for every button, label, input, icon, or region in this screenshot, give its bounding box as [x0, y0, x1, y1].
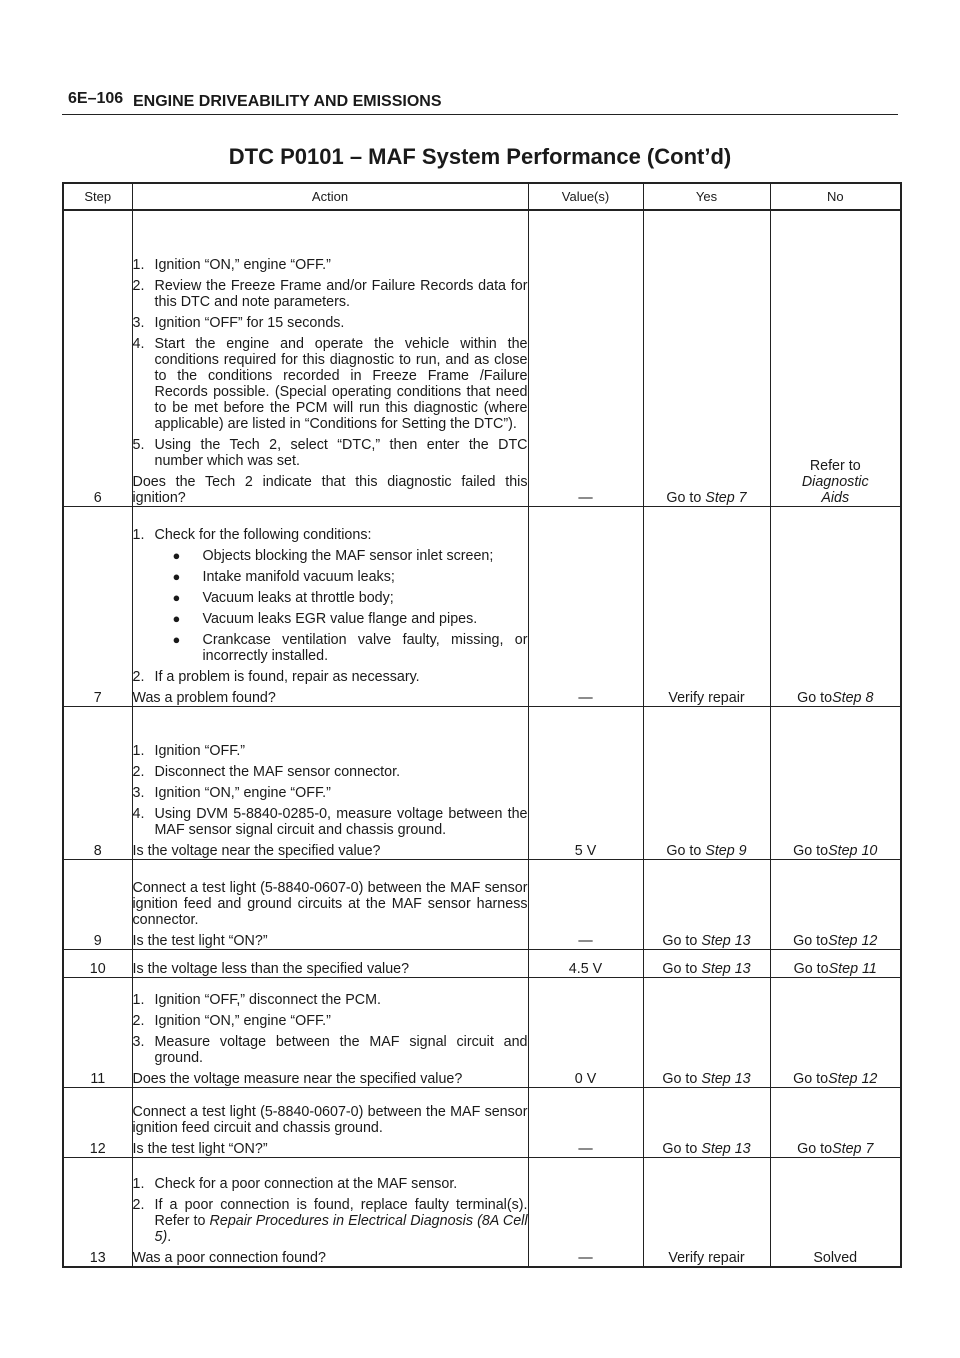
list-item: 4. Start the engine and operate the vehicle within the conditions required for this diagnostic to run, and as close to the conditions recorded in Freeze Frame /Failure Records possible. (Special operating conditions that need to be met before the PCM will run this diagnostic (where applicable) are listed in “Conditions for Setting the DTC”). [132, 335, 528, 432]
no-cell: Go toStep 11 [770, 949, 901, 977]
table-row-step-7 [63, 506, 901, 706]
step-link: Step 9 [705, 842, 747, 859]
list-item: 1. Ignition “OFF,” disconnect the PCM. [132, 991, 381, 1008]
table-row-step-13 [63, 1157, 901, 1267]
list-item: 4. Using DVM 5-8840-0285-0, measure voltage between the MAF sensor signal circuit and chassis ground. [132, 805, 528, 838]
no-cell: Go toStep 12 [770, 859, 901, 949]
col-header-values: Value(s) [528, 183, 643, 210]
yes-cell: Verify repair [643, 506, 770, 706]
question-text: Is the voltage less than the specified value? [132, 960, 410, 977]
step-link: Step 11 [828, 960, 877, 977]
question-text: Was a problem found? [132, 689, 276, 706]
yes-cell: Go to Step 13 [643, 949, 770, 977]
question-text: Is the test light “ON?” [132, 1140, 268, 1157]
step-link: Step 12 [828, 932, 878, 949]
page-title: DTC P0101 – MAF System Performance (Cont’d) [228, 144, 732, 169]
step-number: 7 [63, 506, 132, 706]
action-cell [132, 210, 528, 506]
table-row-step-8 [63, 706, 901, 859]
list-item: 1. Check for a poor connection at the MAF sensor. [132, 1176, 458, 1192]
bullet-item: ● Vacuum leaks at throttle body; [172, 589, 394, 606]
value-cell: — [528, 1157, 643, 1267]
value-cell: 5 V [528, 706, 643, 859]
bullet-item: ● Vacuum leaks EGR value flange and pipes. [172, 610, 478, 627]
action-cell [132, 949, 528, 977]
step-link: Step 7 [705, 489, 747, 506]
list-item: 1. Check for the following conditions: [132, 526, 372, 543]
action-cell [132, 859, 528, 949]
table-row-step-10 [63, 949, 901, 977]
diagnostic-table [62, 182, 902, 1268]
question-text: Is the voltage near the specified value? [132, 842, 381, 859]
step-number: 6 [63, 210, 132, 506]
value-cell: — [528, 506, 643, 706]
list-item: 2. Review the Freeze Frame and/or Failure Records data for this DTC and note parameters. [132, 277, 528, 310]
table-row-step-12 [63, 1087, 901, 1157]
action-cell [132, 506, 528, 706]
action-cell [132, 1157, 528, 1267]
no-cell: Solved [770, 1157, 901, 1267]
bullet-item: ● Intake manifold vacuum leaks; [172, 568, 395, 585]
list-item: 3. Ignition “OFF” for 15 seconds. [132, 314, 345, 331]
step-link: Step 13 [701, 932, 751, 949]
no-cell: Go toStep 12 [770, 977, 901, 1087]
step-number: 12 [63, 1087, 132, 1157]
section-title: ENGINE DRIVEABILITY AND EMISSIONS [133, 93, 442, 110]
col-header-yes: Yes [643, 183, 770, 210]
step-link: Step 8 [832, 689, 874, 706]
question-text: Was a poor connection found? [132, 1250, 326, 1266]
step-number: 13 [63, 1157, 132, 1267]
yes-cell: Go to Step 13 [643, 859, 770, 949]
question-text: Is the test light “ON?” [132, 932, 268, 949]
no-cell: Go toStep 10 [770, 706, 901, 859]
step-number: 10 [63, 949, 132, 977]
list-item: 1. Ignition “ON,” engine “OFF.” [132, 256, 331, 273]
value-cell: — [528, 859, 643, 949]
col-header-action: Action [132, 183, 528, 210]
action-cell [132, 706, 528, 859]
col-header-no: No [770, 183, 901, 210]
header-rule [62, 114, 898, 115]
yes-cell: Go to Step 9 [643, 706, 770, 859]
no-cell: Refer to Diagnostic Aids [770, 210, 901, 506]
list-item: 3. Ignition “ON,” engine “OFF.” [132, 784, 331, 801]
list-item: 2. If a poor connection is found, replace faulty terminal(s). Refer to Repair Procedures in Electrical Diagnosis (8A Cell 5). [132, 1197, 528, 1245]
table-header-row [63, 183, 901, 210]
page-number: 6E–106 [68, 90, 124, 107]
list-item: 5. Using the Tech 2, select “DTC,” then enter the DTC number which was set. [132, 436, 528, 469]
table-row-step-6 [63, 210, 901, 506]
step-link: Step 10 [828, 842, 878, 859]
list-item: 2. If a problem is found, repair as necessary. [132, 668, 420, 685]
value-cell: — [528, 1087, 643, 1157]
no-cell: Go toStep 8 [770, 506, 901, 706]
question-text: Does the Tech 2 indicate that this diagnostic failed this ignition? [132, 473, 528, 506]
value-cell: — [528, 210, 643, 506]
manual-reference: Repair Procedures in Electrical Diagnosis (8A Cell 5) [154, 1213, 528, 1245]
table-row-step-9 [63, 859, 901, 949]
table-row-step-11 [63, 977, 901, 1087]
step-link: Step 12 [828, 1070, 878, 1087]
bullet-item: ● Objects blocking the MAF sensor inlet screen; [172, 547, 494, 564]
list-item: 1. Ignition “OFF.” [132, 742, 246, 759]
value-cell: 0 V [528, 977, 643, 1087]
instruction-text: Connect a test light (5-8840-0607-0) between the MAF sensor ignition feed circuit and chassis ground. [132, 1103, 528, 1136]
yes-cell: Go to Step 7 [643, 210, 770, 506]
step-link: Step 13 [701, 1070, 751, 1087]
action-cell [132, 977, 528, 1087]
yes-cell: Verify repair [643, 1157, 770, 1267]
instruction-text: Connect a test light (5-8840-0607-0) between the MAF sensor ignition feed and ground circuits at the MAF sensor harness connector. [132, 879, 528, 928]
yes-cell: Go to Step 13 [643, 1087, 770, 1157]
step-link: Step 13 [701, 1140, 751, 1157]
list-item: 2. Ignition “ON,” engine “OFF.” [132, 1012, 331, 1029]
question-text: Does the voltage measure near the specified value? [132, 1070, 463, 1087]
bullet-item: ● Crankcase ventilation valve faulty, missing, or incorrectly installed. [172, 631, 528, 664]
step-number: 9 [63, 859, 132, 949]
step-number: 8 [63, 706, 132, 859]
step-link: Step 13 [701, 960, 751, 977]
no-cell: Go toStep 7 [770, 1087, 901, 1157]
step-number: 11 [63, 977, 132, 1087]
yes-cell: Go to Step 13 [643, 977, 770, 1087]
action-cell [132, 1087, 528, 1157]
list-item: 3. Measure voltage between the MAF signal circuit and ground. [132, 1033, 528, 1066]
step-link: Step 7 [832, 1140, 874, 1157]
list-item: 2. Disconnect the MAF sensor connector. [132, 763, 401, 780]
col-header-step: Step [63, 183, 132, 210]
value-cell: 4.5 V [528, 949, 643, 977]
